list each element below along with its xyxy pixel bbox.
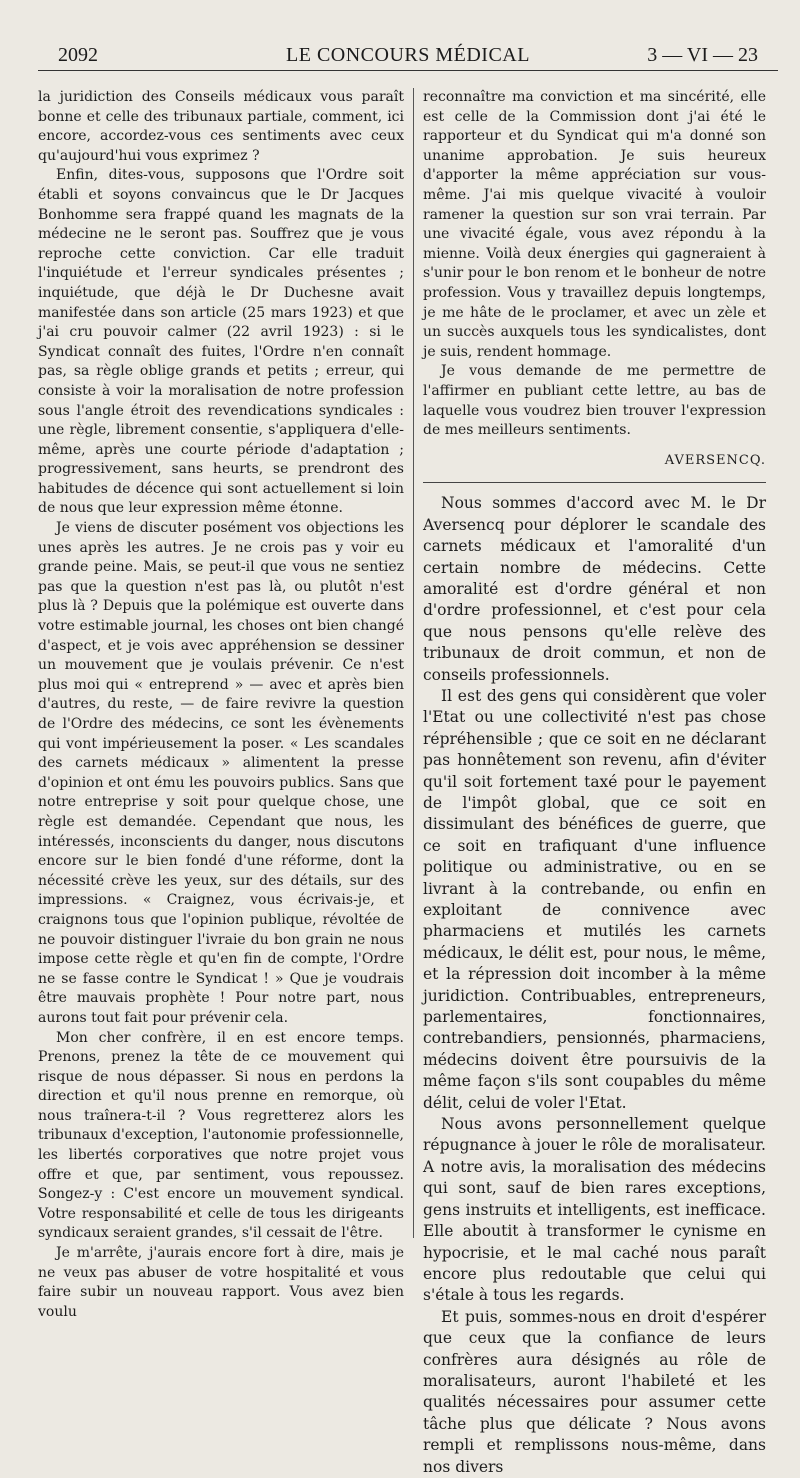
- paragraph: Je m'arrête, j'aurais encore fort à dire, mais je ne veux pas abuser de votre hospitalité et vous faire subir un nouveau rapport. Vous avez bien voulu: [38, 1245, 404, 1320]
- page-header: [38, 36, 778, 70]
- page-number: 2092: [58, 44, 98, 66]
- paragraph: Enfin, dites-vous, supposons que l'Ordre soit établi et soyons convaincus que le Dr Jacques Bonhomme sera frappé quand les magnats de la médecine ne le seront pas. Souffrez que je vous reproche cette conviction. Car elle traduit l'inquiétude et l'erreur syndicales présentes ; inquiétude, que déjà le Dr Duchesne avait manifestée dans son article (25 mars 1923) et que j'ai cru pouvoir calmer (22 avril 1923) : si le Syndicat connaît des fuites, l'Ordre n'en connaît pas, sa règle oblige grands et petits ; erreur, qui consiste à voir la moralisation de notre profession sous l'angle étroit des revendications syndicales : une règle, librement consentie, s'appliquera d'elle-même, après une courte période d'adaptation ; progressivement, sans heurts, se prendront des habitudes de décence qui sont actuellement si loin de nous que leur expression même étonne.: [38, 167, 404, 517]
- right-column: [423, 88, 766, 1476]
- paragraph: Nous avons personnellement quelque répugnance à jouer le rôle de moralisateur. A notre avis, la moralisation des médecins qui sont, sauf de bien rares exceptions, gens instruits et intelligents, est inefficace. Elle aboutit à transformer le cynisme en hypocrisie, et le mal caché nous paraît encore plus redoutable que celui qui s'étale à tous les regards.: [423, 1115, 766, 1305]
- paragraph: la juridiction des Conseils médicaux vous paraît bonne et celle des tribunaux partiale, comment, ici encore, accordez-vous ces sentiments avec ceux qu'aujourd'hui vous exprimez ?: [38, 89, 404, 164]
- paragraph: Il est des gens qui considèrent que voler l'Etat ou une collectivité n'est pas chose répréhensible ; que ce soit en ne déclarant pas honnêtement son revenu, afin d'éviter qu'il soit fortement taxé pour le payement de l'impôt global, que ce soit en dissimulant des bénéfices de guerre, que ce soit en trafiquant d'une influence politique ou administrative, ou en se livrant à la contrebande, ou enfin en exploitant de connivence avec pharmaciens et mutilés les carnets médicaux, le délit est, pour nous, le même, et la répression doit incomber à la même juridiction. Contribuables, entrepreneurs, parlementaires, fonctionnaires, contrebandiers, pensionnés, pharmaciens, médecins doivent être poursuivis de la même façon s'ils sont coupables du même délit, celui de voler l'Etat.: [423, 686, 766, 1112]
- paragraph: Nous sommes d'accord avec M. le Dr Aversencq pour déplorer le scandale des carnets médicaux et l'amoralité d'un certain nombre de médecins. Cette amoralité est d'ordre général et non d'ordre professionnel, et c'est pour cela que nous pensons qu'elle relève des tribunaux de droit commun, et non de conseils professionnels.: [423, 494, 766, 684]
- column-divider: [413, 88, 414, 1238]
- header-rule: [38, 70, 778, 71]
- paragraph: reconnaître ma conviction et ma sincérité, elle est celle de la Commission dont j'ai été le rapporteur et du Syndicat qui m'a donné son unanime approbation. Je suis heureux d'apporter la même appréciation sur vous-même. J'ai mis quelque vivacité à vouloir ramener la question sur son vrai terrain. Par une vivacité égale, vous avez répondu à la mienne. Voilà deux énergies qui gagneraient à s'unir pour le bon renom et le bonheur de notre profession. Vous y travaillez depuis longtemps, je me hâte de le proclamer, et avec un zèle et un succès auxquels tous les syndicalistes, dont je suis, rendent hommage.: [423, 89, 766, 360]
- journal-title: LE CONCOURS MÉDICAL: [286, 44, 530, 66]
- paragraph: Je viens de discuter posément vos objections les unes après les autres. Je ne crois pas y voir eu grande peine. Mais, se peut-il que vous ne sentiez pas que la question n'est pas là, ou plutôt n'est plus là ? Depuis que la polémique est ouverte dans votre estimable journal, les choses ont bien changé d'aspect, et je vois avec appréhension se dessiner un mouvement que je voulais prévenir. Ce n'est plus moi qui « entreprend » — avec et après bien d'autres, du reste, — de faire revivre la question de l'Ordre des médecins, ce sont les évènements qui vont impérieusement la poser. « Les scandales des carnets médicaux » alimentent la presse d'opinion et ont ému les pouvoirs publics. Sans que notre entreprise y soit pour quelque chose, une règle est demandée. Cependant que nous, les intéressés, inconscients du danger, nous discutons encore sur le bien fondé d'une réforme, dont la nécessité crève les yeux, sur des détails, sur des impressions. « Craignez, vous écrivais-je, et craignons tous que l'opinion publique, révoltée de ne pouvoir distinguer l'ivraie du bon grain ne nous impose cette règle et qu'en fin de compte, l'Ordre ne se fasse contre le Syndicat ! » Que je voudrais être mauvais prophète ! Pour notre part, nous aurons tout fait pour prévenir cela.: [38, 520, 404, 1026]
- signature: AVERSENCQ.: [664, 452, 766, 468]
- editorial-reply: [423, 493, 766, 1478]
- left-column: [38, 88, 404, 1320]
- paragraph: Je vous demande de me permettre de l'affirmer en publiant cette lettre, au bas de laquelle vous voudrez bien trouver l'expression de mes meilleurs sentiments.: [423, 363, 766, 439]
- section-separator: [423, 482, 766, 483]
- issue-date: 3 — VI — 23: [647, 44, 758, 66]
- paragraph: Et puis, sommes-nous en droit d'espérer que ceux que la confiance de leurs confrères aura désignés au rôle de moralisateurs, auront l'habileté et les qualités nécessaires pour assumer cette tâche plus que délicate ? Nous avons rempli et remplissons nous-même, dans nos divers: [423, 1307, 766, 1476]
- paragraph: Mon cher confrère, il en est encore temps. Prenons, prenez la tête de ce mouvement qui risque de nous dépasser. Si nous en perdons la direction et qu'il nous prenne en remorque, où nous traînera-t-il ? Vous regretterez alors les tribunaux d'exception, l'autonomie professionnelle, les libertés corporatives que notre projet vous offre et que, par sentiment, vous repoussez. Songez-y : C'est encore un mouvement syndical. Votre responsabilité et celle de tous les dirigeants syndicaux seraient grandes, s'il cessait de l'être.: [38, 1029, 404, 1242]
